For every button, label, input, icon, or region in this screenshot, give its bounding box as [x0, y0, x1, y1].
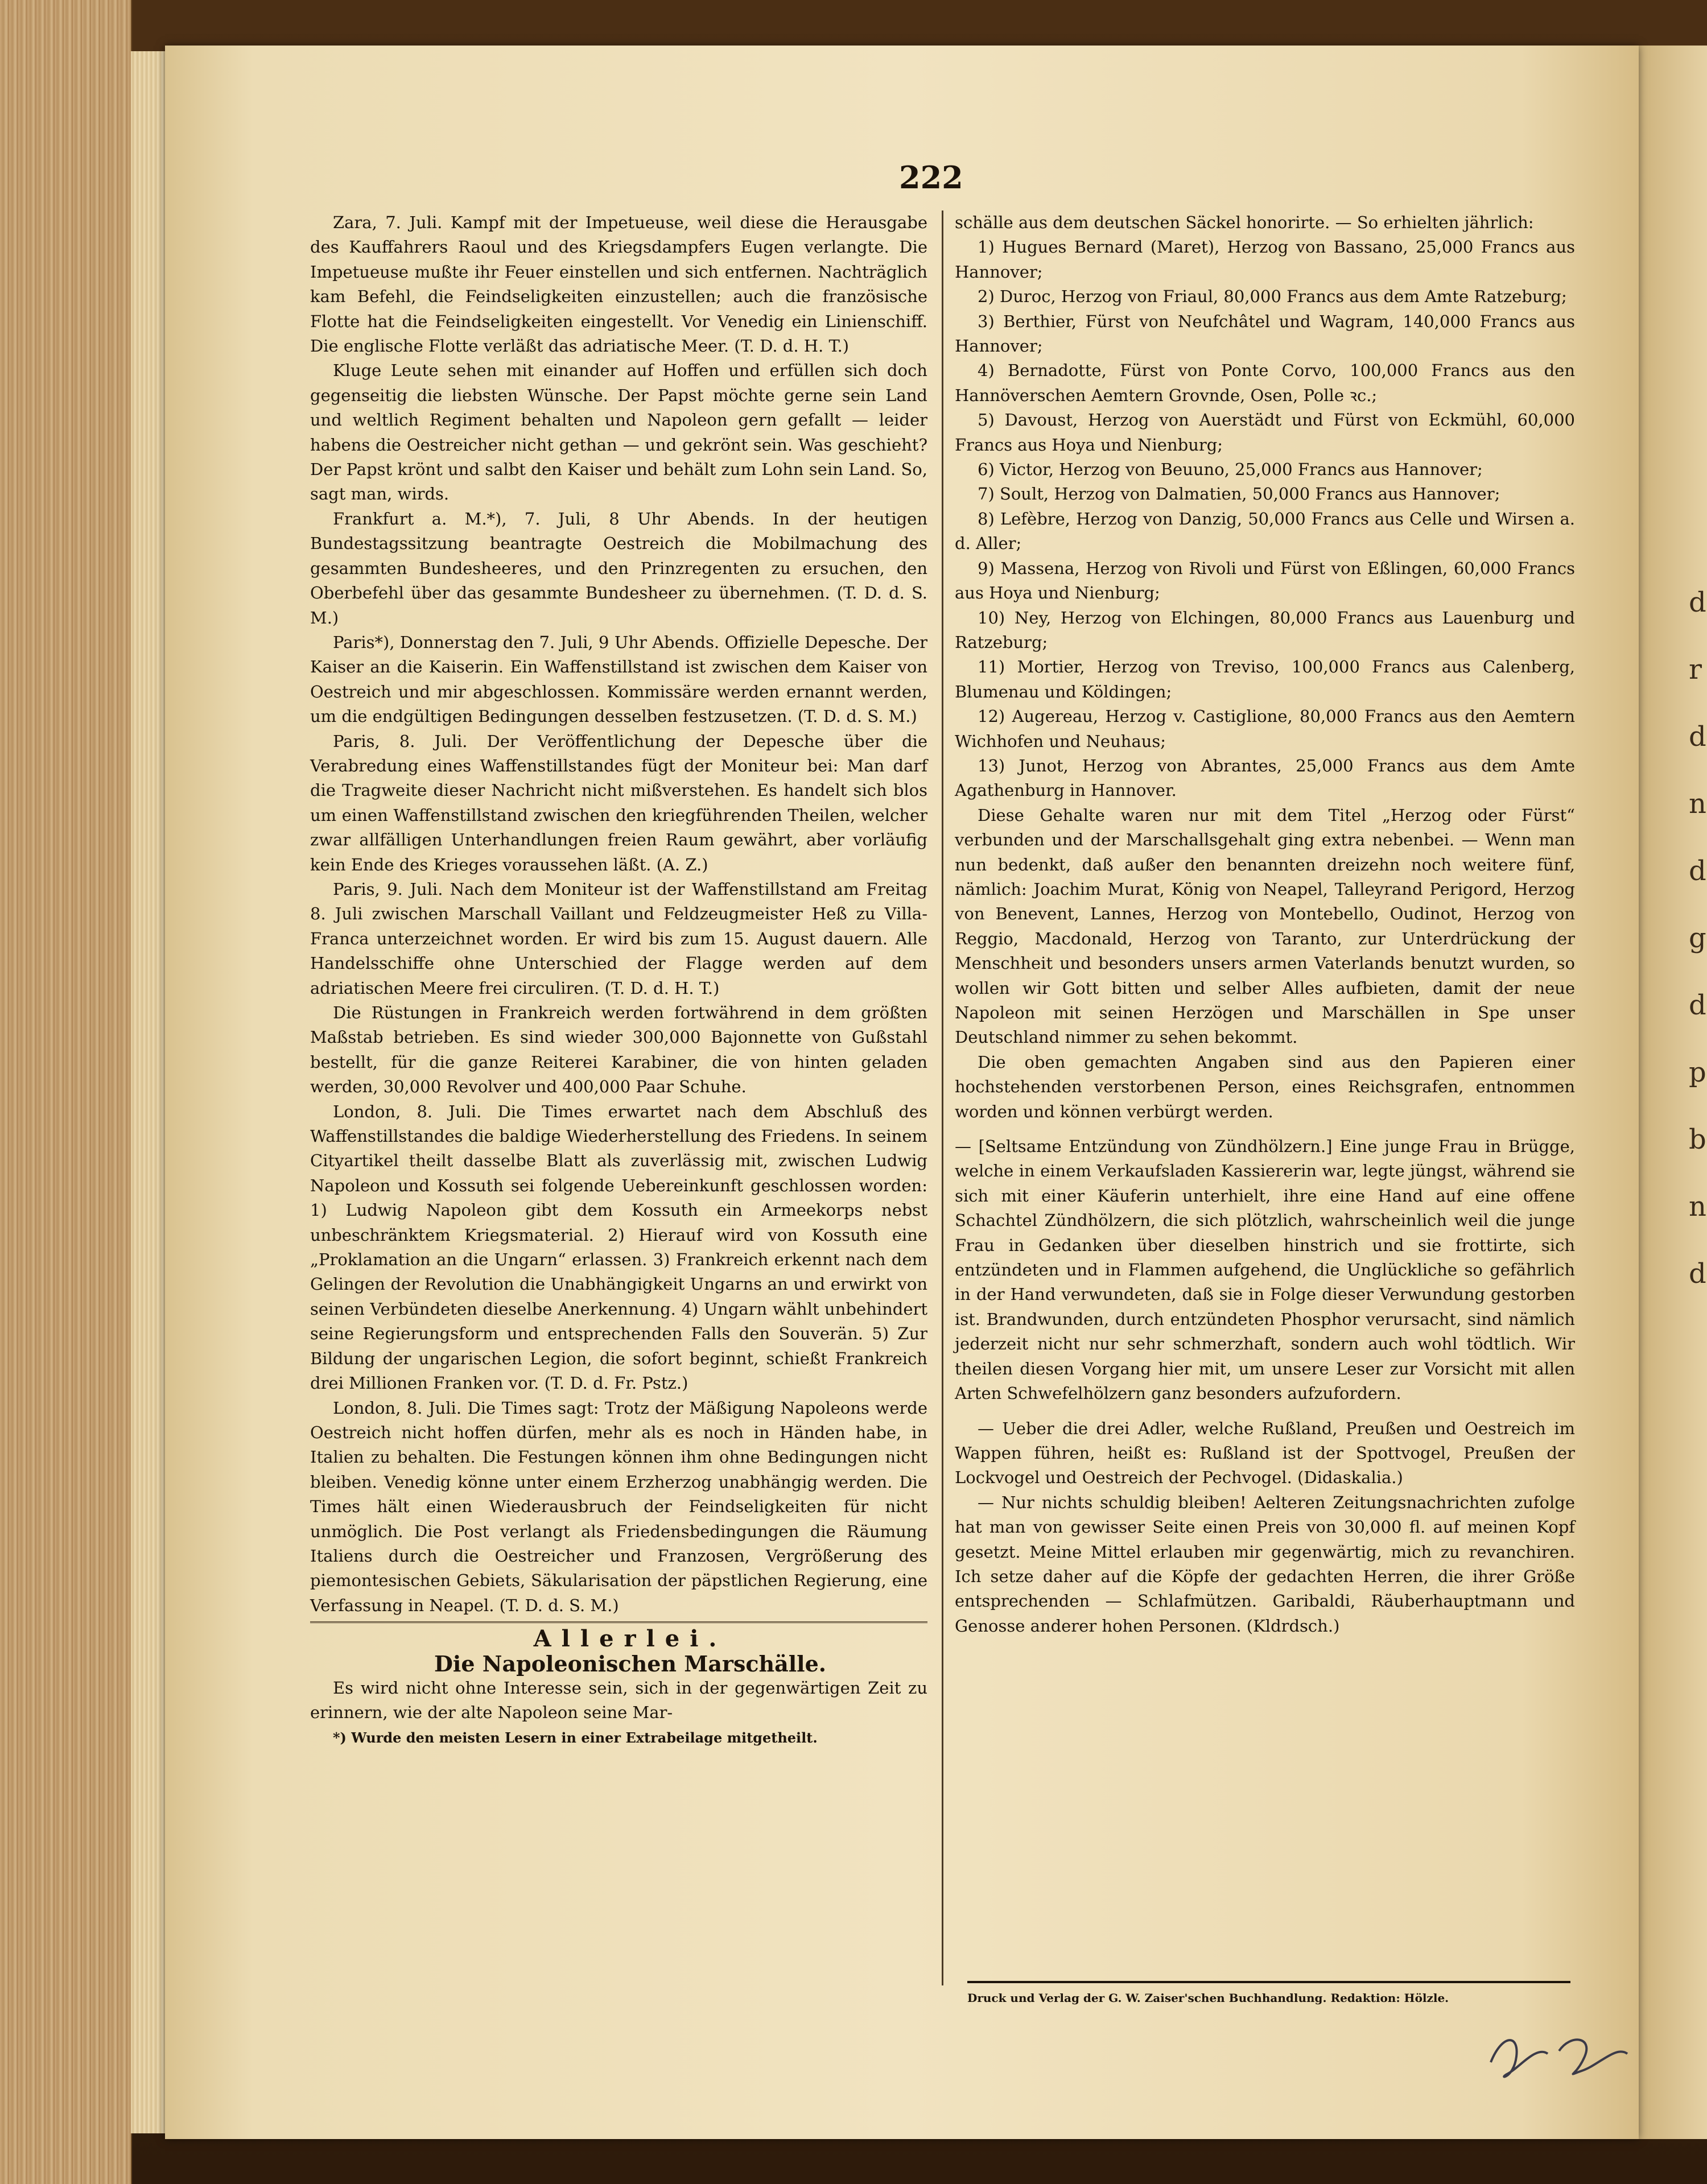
- article-paragraph: 3) Berthier, Fürst von Neufchâtel und Wagram, 140,000 Francs aus Hannover;: [955, 311, 1575, 356]
- news-paragraph: London, 8. Juli. Die Times sagt: Trotz der Mäßigung Napoleons werde Oestreich nicht hoffen dürfen, mehr als es noch in Händen habe, in Italien zu behalten. Die Festungen können ihm ohne Bedingungen nicht bleiben. Venedig könne unter einem Erzherzog unabhängig werden. Die Times hält einen Wiederausbruch der Feindseligkeiten für nicht unmöglich. Die Post verlangt als Friedensbedingungen die Räumung Italiens durch die Oestreicher und Franzosen, Vergrößerung des piemontesischen Gebiets, Säkularisation der päpstlichen Regierung, eine Verfassung in Neapel. (T. D. d. S. M.): [310, 1398, 927, 1615]
- book-spine-board: [0, 0, 132, 2184]
- article-paragraph: 6) Victor, Herzog von Beuuno, 25,000 Francs aus Hannover;: [978, 460, 1483, 480]
- article-paragraph: 4) Bernadotte, Fürst von Ponte Corvo, 100,000 Francs aus den Hannöverschen Aemtern Grovnde, Osen, Polle ꝛc.;: [955, 361, 1575, 405]
- article-paragraph: 13) Junot, Herzog von Abrantes, 25,000 Francs aus dem Amte Agathenburg in Hannover.: [955, 755, 1575, 800]
- news-paragraph: Zara, 7. Juli. Kampf mit der Impetueuse, weil diese die Herausgabe des Kauffahrers Raoul und des Kriegsdampfers Eugen verlangte. Die Impetueuse mußte ihr Feuer einstellen und sich entfernen. Nachträglich kam Befehl, die Feindseligkeiten einzustellen; auch die französische Flotte hat die Feindseligkeiten eingestellt. Vor Venedig ein Linienschiff. Die englische Flotte verläßt das adriatische Meer. (T. D. d. H. T.): [310, 213, 927, 356]
- news-paragraph: London, 8. Juli. Die Times erwartet nach dem Abschluß des Waffenstillstandes die baldige Wiederherstellung des Friedens. In seinem Cityartikel theilt dasselbe Blatt als zuverlässig mit, zwischen Ludwig Napoleon und Kossuth sei folgende Uebereinkunft geschlossen worden: 1) Ludwig Napoleon gibt dem Kossuth ein Armeekorps nebst unbeschränktem Kriegsmaterial. 2) Hierauf wird von Kossuth eine „Proklamation an die Ungarn“ erlassen. 3) Frankreich erkennt nach dem Gelingen der Revolution die Unabhängigkeit Ungarns an und erwirkt von seinen Verbündeten dieselbe Anerkennung. 4) Ungarn wählt unbehindert seine Regierungsform und entsprechenden Falls den Souverän. 5) Zur Bildung der ungarischen Legion, die sofort beginnt, schießt Frankreich drei Millionen Franken vor. (T. D. d. Fr. Pstz.): [310, 1101, 927, 1393]
- article-paragraph: Diese Gehalte waren nur mit dem Titel „Herzog oder Fürst“ verbunden und der Marschallsgehalt ging extra nebenbei. — Wenn man nun bedenkt, daß außer den benannten dreizehn noch weitere fünf, nämlich: Joachim Murat, König von Neapel, Talleyrand Perigord, Herzog von Benevent, Lannes, Herzog von Montebello, Oudinot, Herzog von Reggio, Macdonald, Herzog von Taranto, zur Unterdrückung der Menschheit und besonders unsers armen Vaterlands benutzt wurden, so wollen wir Gott bitten und selber Alles aufbieten, damit der neue Napoleon mit seinen Herzögen und Marschällen in Spe unser Deutschland nimmer zu sehen bekommt.: [955, 805, 1575, 1047]
- article-paragraph: 8) Lefèbre, Herzog von Danzig, 50,000 Francs aus Celle und Wirsen a. d. Aller;: [955, 509, 1575, 554]
- article-paragraph: 2) Duroc, Herzog von Friaul, 80,000 Francs aus dem Amte Ratzeburg;: [978, 287, 1567, 307]
- article-paragraph: 11) Mortier, Herzog von Treviso, 100,000 Francs aus Calenberg, Blumenau und Köldingen;: [955, 657, 1575, 701]
- article-paragraph: Die oben gemachten Angaben sind aus den Papieren einer hochstehenden verstorbenen Person, eines Reichsgrafen, entnommen worden und können verbürgt werden.: [955, 1052, 1575, 1121]
- article-paragraph: — Nur nichts schuldig bleiben! Aelteren Zeitungsnachrichten zufolge hat man von gewisser Seite einen Preis von 30,000 fl. auf meinen Kopf gesetzt. Meine Mittel erlauben mir gegenwärtig, mich zu revanchiren. Ich setze daher auf die Köpfe der gedachten Herren, die ihrer Größe entsprechenden — Schlafmützen. Garibaldi, Räuberhauptmann und Genosse anderer hohen Personen. (Kldrdsch.): [955, 1492, 1575, 1636]
- article-paragraph: — Ueber die drei Adler, welche Rußland, Preußen und Oestreich im Wappen führen, heißt es: Rußland ist der Spottvogel, Preußen der Lockvogel und Oestreich der Pechvogel. (Didaskalia.): [955, 1418, 1575, 1488]
- left-column-articles: [310, 210, 927, 1618]
- imprint-rule: [967, 1981, 1570, 1983]
- left-column: [310, 210, 927, 1750]
- marschaelle-intro: Es wird nicht ohne Interesse sein, sich in der gegenwärtigen Zeit zu erinnern, wie der alte Napoleon seine Mar-: [310, 1678, 927, 1723]
- right-column: [955, 210, 1575, 1638]
- news-paragraph: Paris, 9. Juli. Nach dem Moniteur ist der Waffenstillstand am Freitag 8. Juli zwischen Marschall Vaillant und Feldzeugmeister Heß zu Villa-Franca unterzeichnet worden. Er wird bis zum 15. August dauern. Alle Handelsschiffe ohne Unterschied der Flagge werden auf dem adriatischen Meere frei circuliren. (T. D. d. H. T.): [310, 879, 927, 998]
- news-paragraph: Die Rüstungen in Frankreich werden fortwährend in dem größten Maßstab betrieben. Es sind wieder 300,000 Bajonnette von Gußstahl bestellt, für die ganze Reiterei Karabiner, die von hinten geladen werden, 30,000 Revolver und 400,000 Paar Schuhe.: [310, 1003, 927, 1097]
- marschaelle-heading: Die Napoleonischen Marschälle.: [434, 1650, 827, 1677]
- news-paragraph: Kluge Leute sehen mit einander auf Hoffen und erfüllen sich doch gegenseitig die liebsten Wünsche. Der Papst möchte gerne sein Land und weltlich Regiment behalten und Napoleon gern gefallt — leider habens die Oestreicher nicht gethan — und gekrönt sein. Was geschieht? Der Papst krönt und salbt den Kaiser und behält zum Lohn sein Land. So, sagt man, wirds.: [310, 361, 927, 504]
- footnote: *) Wurde den meisten Lesern in einer Extrabeilage mitgetheilt.: [333, 1729, 818, 1746]
- section-rule: [310, 1621, 927, 1623]
- article-paragraph: 9) Massena, Herzog von Rivoli und Fürst von Eßlingen, 60,000 Francs aus Hoya und Nienburg;: [955, 558, 1575, 603]
- article-paragraph: 10) Ney, Herzog von Elchingen, 80,000 Francs aus Lauenburg und Ratzeburg;: [955, 608, 1575, 652]
- article-paragraph: 1) Hugues Bernard (Maret), Herzog von Bassano, 25,000 Francs aus Hannover;: [955, 237, 1575, 282]
- article-paragraph: 5) Davoust, Herzog von Auerstädt und Fürst von Eckmühl, 60,000 Francs aus Hoya und Nienburg;: [955, 410, 1575, 455]
- page-number: 222: [899, 159, 963, 196]
- article-paragraph: 12) Augereau, Herzog v. Castiglione, 80,000 Francs aus den Aemtern Wichhofen und Neuhaus;: [955, 707, 1575, 751]
- news-paragraph: Frankfurt a. M.*), 7. Juli, 8 Uhr Abends. In der heutigen Bundestagssitzung beantragte Oestreich die Mobilmachung des gesammten Bundesheeres, und den Prinzregenten zu ersuchen, den Oberbefehl über das gesammte Bundesheer zu übernehmen. (T. D. d. S. M.): [310, 509, 927, 627]
- right-column-articles: [955, 210, 1575, 1638]
- news-paragraph: Paris, 8. Juli. Der Veröffentlichung der Depesche über die Verabredung eines Waffenstillstandes fügt der Moniteur bei: Man darf die Tragweite dieser Nachricht nicht mißverstehen. Es handelt sich blos um einen Waffenstillstand zwischen den kriegführenden Theilen, welcher zwar allfälligen Unterhandlungen freien Raum gewährt, aber vorläufig kein Ende des Krieges voraussehen läßt. (A. Z.): [310, 731, 927, 874]
- article-paragraph: — [Seltsame Entzündung von Zündhölzern.] Eine junge Frau in Brügge, welche in einem Verkaufsladen Kassiererin war, legte jüngst, während sie sich mit einer Käuferin unterhielt, ihre eine Hand auf eine offene Schachtel Zündhölzern, die sich plötzlich, wahrscheinlich weil die junge Frau in Gedanken über dieselben hinstrich und sie frottirte, sich entzündeten und in Flammen aufgehend, die Unglückliche so gefährlich in der Hand verwundeten, daß sie in Folge dieser Verwundung gestorben ist. Brandwunden, durch entzündeten Phosphor verursacht, sind nämlich jederzeit nicht nur sehr schmerzhaft, sondern auch wohl tödtlich. Wir theilen diesen Vorgang hier mit, um unsere Leser zur Vorsicht mit allen Arten Schwefelhölzern ganz besonders aufzufordern.: [955, 1137, 1575, 1403]
- facing-page-letters: d r d n d g d p b n d: [1689, 587, 1706, 1290]
- column-divider: [942, 210, 943, 1985]
- article-paragraph: schälle aus dem deutschen Säckel honorirte. — So erhielten jährlich:: [955, 213, 1534, 232]
- imprint: Druck und Verlag der G. W. Zaiser'schen Buchhandlung. Redaktion: Hölzle.: [967, 1991, 1449, 2005]
- page-edges: [131, 51, 165, 2133]
- handwritten-signature: [1485, 2022, 1633, 2095]
- allerlei-heading: Allerlei.: [533, 1625, 727, 1653]
- news-paragraph: Paris*), Donnerstag den 7. Juli, 9 Uhr Abends. Offizielle Depesche. Der Kaiser an die Kaiserin. Ein Waffenstillstand ist zwischen dem Kaiser von Oestreich und mir abgeschlossen. Kommissäre werden ernannt werden, um die endgültigen Bedingungen desselben festzusetzen. (T. D. d. S. M.): [310, 632, 927, 726]
- article-paragraph: 7) Soult, Herzog von Dalmatien, 50,000 Francs aus Hannover;: [978, 484, 1500, 504]
